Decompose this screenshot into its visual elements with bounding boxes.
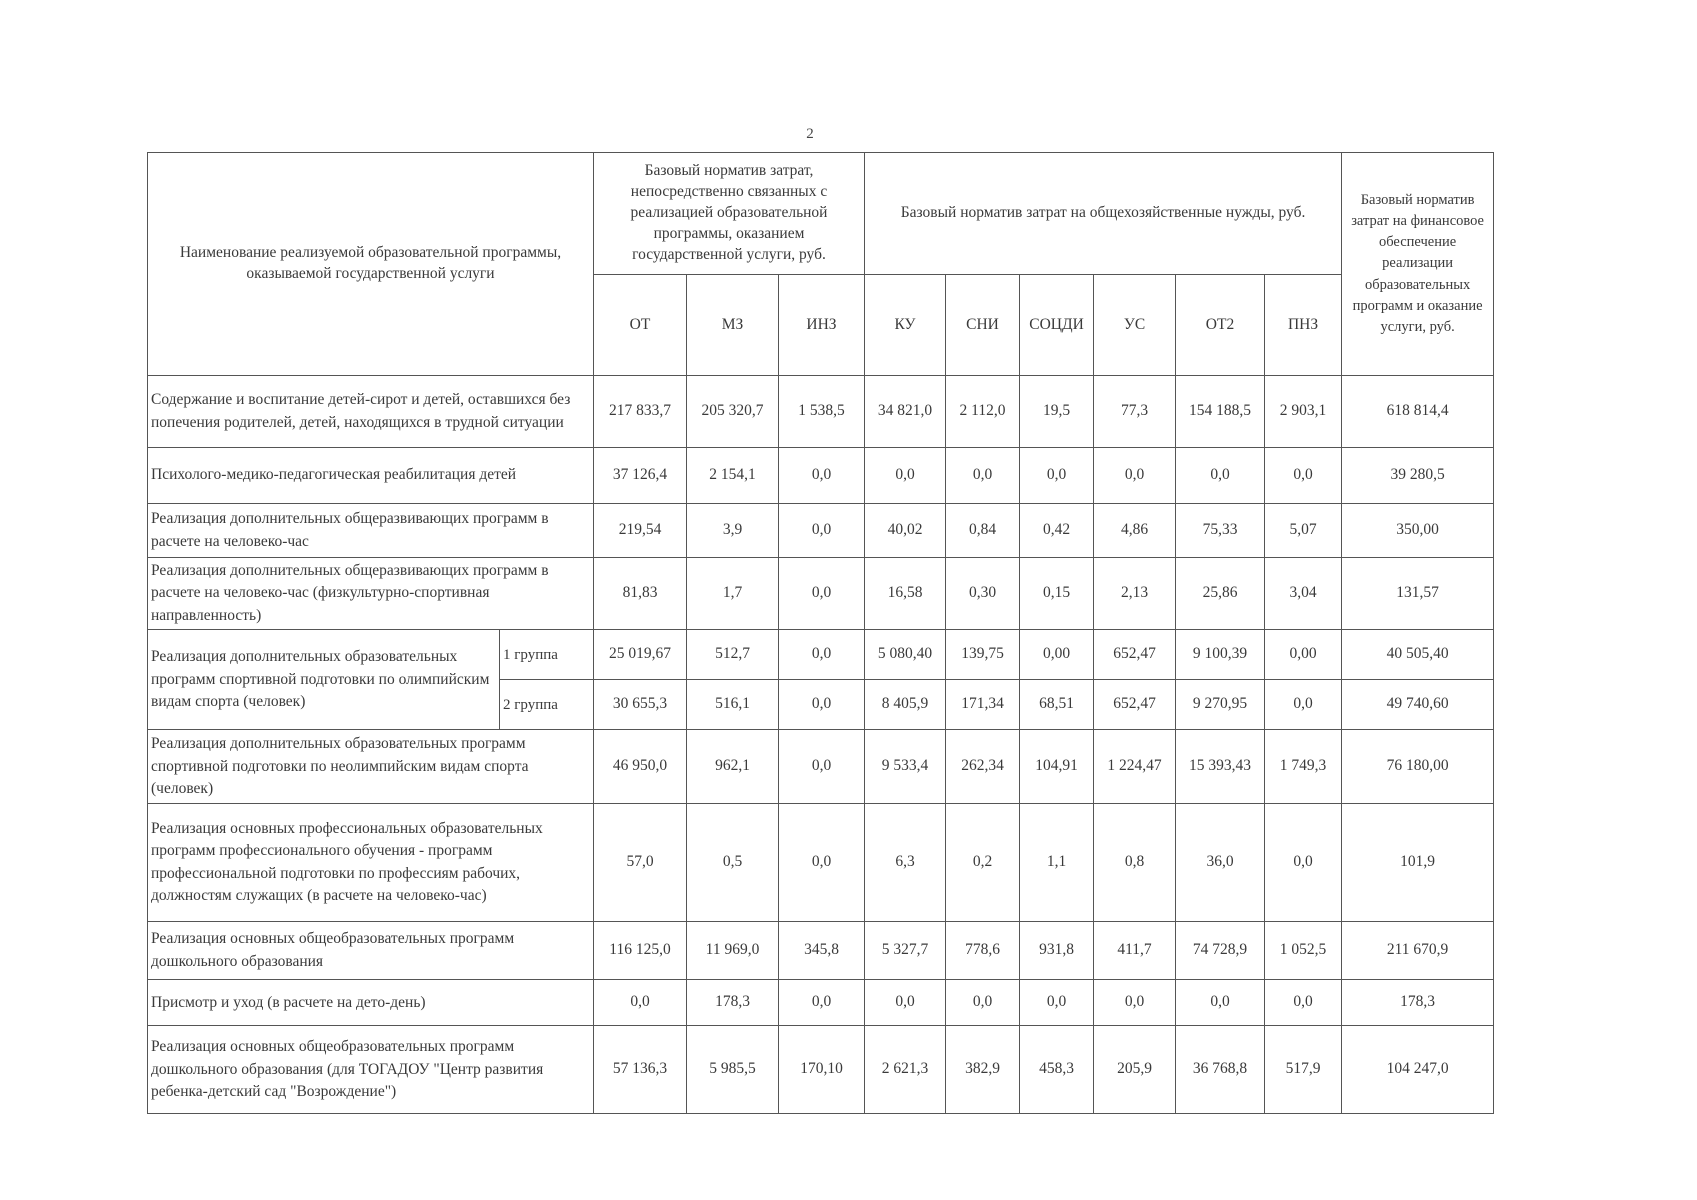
value-cell: 652,47 [1094,630,1176,680]
value-cell: 931,8 [1020,922,1094,980]
value-cell: 77,3 [1094,376,1176,448]
total-cell: 39 280,5 [1342,448,1494,504]
value-cell: 0,0 [779,730,865,804]
value-cell: 205 320,7 [687,376,779,448]
value-cell: 9 270,95 [1176,680,1265,730]
value-cell: 2 903,1 [1265,376,1342,448]
total-cell: 618 814,4 [1342,376,1494,448]
value-cell: 40,02 [865,504,946,558]
value-cell: 5 080,40 [865,630,946,680]
value-cell: 652,47 [1094,680,1176,730]
header-col-us: УС [1094,275,1176,376]
value-cell: 0,0 [779,558,865,630]
value-cell: 36,0 [1176,804,1265,922]
value-cell: 15 393,43 [1176,730,1265,804]
table-row [148,730,1494,804]
value-cell: 46 950,0 [594,730,687,804]
value-cell: 1 224,47 [1094,730,1176,804]
value-cell: 5 327,7 [865,922,946,980]
value-cell: 411,7 [1094,922,1176,980]
total-cell: 104 247,0 [1342,1026,1494,1114]
program-name-cell: Реализация дополнительных общеразвивающих программ в расчете на человеко-час [148,504,594,558]
header-col-pnz: ПНЗ [1265,275,1342,376]
header-col-ku: КУ [865,275,946,376]
value-cell: 512,7 [687,630,779,680]
value-cell: 57,0 [594,804,687,922]
program-name-cell: Присмотр и уход (в расчете на дето-день) [148,980,594,1026]
value-cell: 178,3 [687,980,779,1026]
value-cell: 0,0 [946,448,1020,504]
program-name-cell: Реализация основных профессиональных образовательных программ профессионального обучения - программ профессиональной подготовки по профессиям рабочих, должностям служащих (в расчете на человеко-час) [148,804,594,922]
value-cell: 171,34 [946,680,1020,730]
group-label-cell: 1 группа [500,630,594,680]
value-cell: 16,58 [865,558,946,630]
value-cell: 0,2 [946,804,1020,922]
value-cell: 0,0 [946,980,1020,1026]
total-cell: 178,3 [1342,980,1494,1026]
value-cell: 0,00 [1265,630,1342,680]
value-cell: 458,3 [1020,1026,1094,1114]
value-cell: 74 728,9 [1176,922,1265,980]
value-cell: 0,8 [1094,804,1176,922]
value-cell: 205,9 [1094,1026,1176,1114]
table-row [148,448,1494,504]
total-cell: 101,9 [1342,804,1494,922]
value-cell: 0,42 [1020,504,1094,558]
total-cell: 131,57 [1342,558,1494,630]
value-cell: 0,0 [779,804,865,922]
value-cell: 25 019,67 [594,630,687,680]
value-cell: 0,0 [779,980,865,1026]
value-cell: 19,5 [1020,376,1094,448]
value-cell: 5,07 [1265,504,1342,558]
value-cell: 0,5 [687,804,779,922]
program-name-cell: Реализация основных общеобразовательных программ дошкольного образования (для ТОГАДОУ "Центр развития ребенка-детский сад "Возрождение") [148,1026,594,1114]
value-cell: 382,9 [946,1026,1020,1114]
value-cell: 0,0 [1265,804,1342,922]
value-cell: 962,1 [687,730,779,804]
program-name-cell: Реализация дополнительных общеразвивающих программ в расчете на человеко-час (физкультурно-спортивная направленность) [148,558,594,630]
value-cell: 2 112,0 [946,376,1020,448]
value-cell: 68,51 [1020,680,1094,730]
total-cell: 49 740,60 [1342,680,1494,730]
program-name-cell: Психолого-медико-педагогическая реабилитация детей [148,448,594,504]
value-cell: 154 188,5 [1176,376,1265,448]
value-cell: 0,84 [946,504,1020,558]
total-cell: 76 180,00 [1342,730,1494,804]
value-cell: 0,0 [1265,980,1342,1026]
value-cell: 57 136,3 [594,1026,687,1114]
value-cell: 0,0 [1020,448,1094,504]
value-cell: 517,9 [1265,1026,1342,1114]
value-cell: 170,10 [779,1026,865,1114]
table-row [148,504,1494,558]
table-row [148,630,1494,680]
value-cell: 11 969,0 [687,922,779,980]
value-cell: 262,34 [946,730,1020,804]
header-col-inz: ИНЗ [779,275,865,376]
value-cell: 104,91 [1020,730,1094,804]
value-cell: 3,04 [1265,558,1342,630]
value-cell: 0,00 [1020,630,1094,680]
table-row [148,1026,1494,1114]
group-label-cell: 2 группа [500,680,594,730]
table-row [148,376,1494,448]
value-cell: 219,54 [594,504,687,558]
header-program-name: Наименование реализуемой образовательной программы, оказываемой государственной услуги [148,153,594,376]
value-cell: 75,33 [1176,504,1265,558]
value-cell: 37 126,4 [594,448,687,504]
value-cell: 116 125,0 [594,922,687,980]
header-general-needs: Базовый норматив затрат на общехозяйственные нужды, руб. [865,153,1342,275]
value-cell: 0,0 [779,680,865,730]
table-row [148,980,1494,1026]
value-cell: 345,8 [779,922,865,980]
value-cell: 1 052,5 [1265,922,1342,980]
value-cell: 0,0 [1020,980,1094,1026]
value-cell: 9 533,4 [865,730,946,804]
value-cell: 1,7 [687,558,779,630]
value-cell: 4,86 [1094,504,1176,558]
value-cell: 0,0 [779,630,865,680]
value-cell: 2,13 [1094,558,1176,630]
value-cell: 34 821,0 [865,376,946,448]
value-cell: 2 621,3 [865,1026,946,1114]
value-cell: 0,0 [1094,448,1176,504]
header-col-socdi: СОЦДИ [1020,275,1094,376]
value-cell: 0,0 [594,980,687,1026]
value-cell: 9 100,39 [1176,630,1265,680]
value-cell: 1 749,3 [1265,730,1342,804]
header-col-mz: МЗ [687,275,779,376]
header-col-ot: ОТ [594,275,687,376]
value-cell: 0,0 [1094,980,1176,1026]
value-cell: 0,0 [865,448,946,504]
cost-norms-table [147,152,1494,1114]
value-cell: 0,0 [1265,680,1342,730]
value-cell: 6,3 [865,804,946,922]
total-cell: 40 505,40 [1342,630,1494,680]
value-cell: 2 154,1 [687,448,779,504]
value-cell: 8 405,9 [865,680,946,730]
header-direct-costs: Базовый норматив затрат, непосредственно связанных с реализацией образовательной программы, оказанием государственной услуги, руб. [594,153,865,275]
value-cell: 516,1 [687,680,779,730]
header-col-ot2: ОТ2 [1176,275,1265,376]
value-cell: 1 538,5 [779,376,865,448]
value-cell: 30 655,3 [594,680,687,730]
table-row [148,922,1494,980]
program-name-cell: Реализация дополнительных образовательных программ спортивной подготовки по олимпийским видам спорта (человек) [148,630,500,730]
total-cell: 211 670,9 [1342,922,1494,980]
value-cell: 5 985,5 [687,1026,779,1114]
page-number: 2 [806,126,814,142]
total-cell: 350,00 [1342,504,1494,558]
value-cell: 0,15 [1020,558,1094,630]
value-cell: 139,75 [946,630,1020,680]
value-cell: 217 833,7 [594,376,687,448]
value-cell: 81,83 [594,558,687,630]
header-total: Базовый норматив затрат на финансовое обеспечение реализации образовательных программ и оказание услуги, руб. [1342,153,1494,376]
value-cell: 0,0 [779,504,865,558]
program-name-cell: Реализация дополнительных образовательных программ спортивной подготовки по неолимпийским видам спорта (человек) [148,730,594,804]
value-cell: 0,0 [1176,448,1265,504]
program-name-cell: Реализация основных общеобразовательных программ дошкольного образования [148,922,594,980]
value-cell: 1,1 [1020,804,1094,922]
value-cell: 0,30 [946,558,1020,630]
value-cell: 0,0 [865,980,946,1026]
table-row [148,558,1494,630]
header-col-sni: СНИ [946,275,1020,376]
program-name-cell: Содержание и воспитание детей-сирот и детей, оставшихся без попечения родителей, детей, находящихся в трудной ситуации [148,376,594,448]
value-cell: 0,0 [1176,980,1265,1026]
table-row [148,804,1494,922]
value-cell: 3,9 [687,504,779,558]
value-cell: 25,86 [1176,558,1265,630]
value-cell: 36 768,8 [1176,1026,1265,1114]
value-cell: 778,6 [946,922,1020,980]
value-cell: 0,0 [779,448,865,504]
value-cell: 0,0 [1265,448,1342,504]
